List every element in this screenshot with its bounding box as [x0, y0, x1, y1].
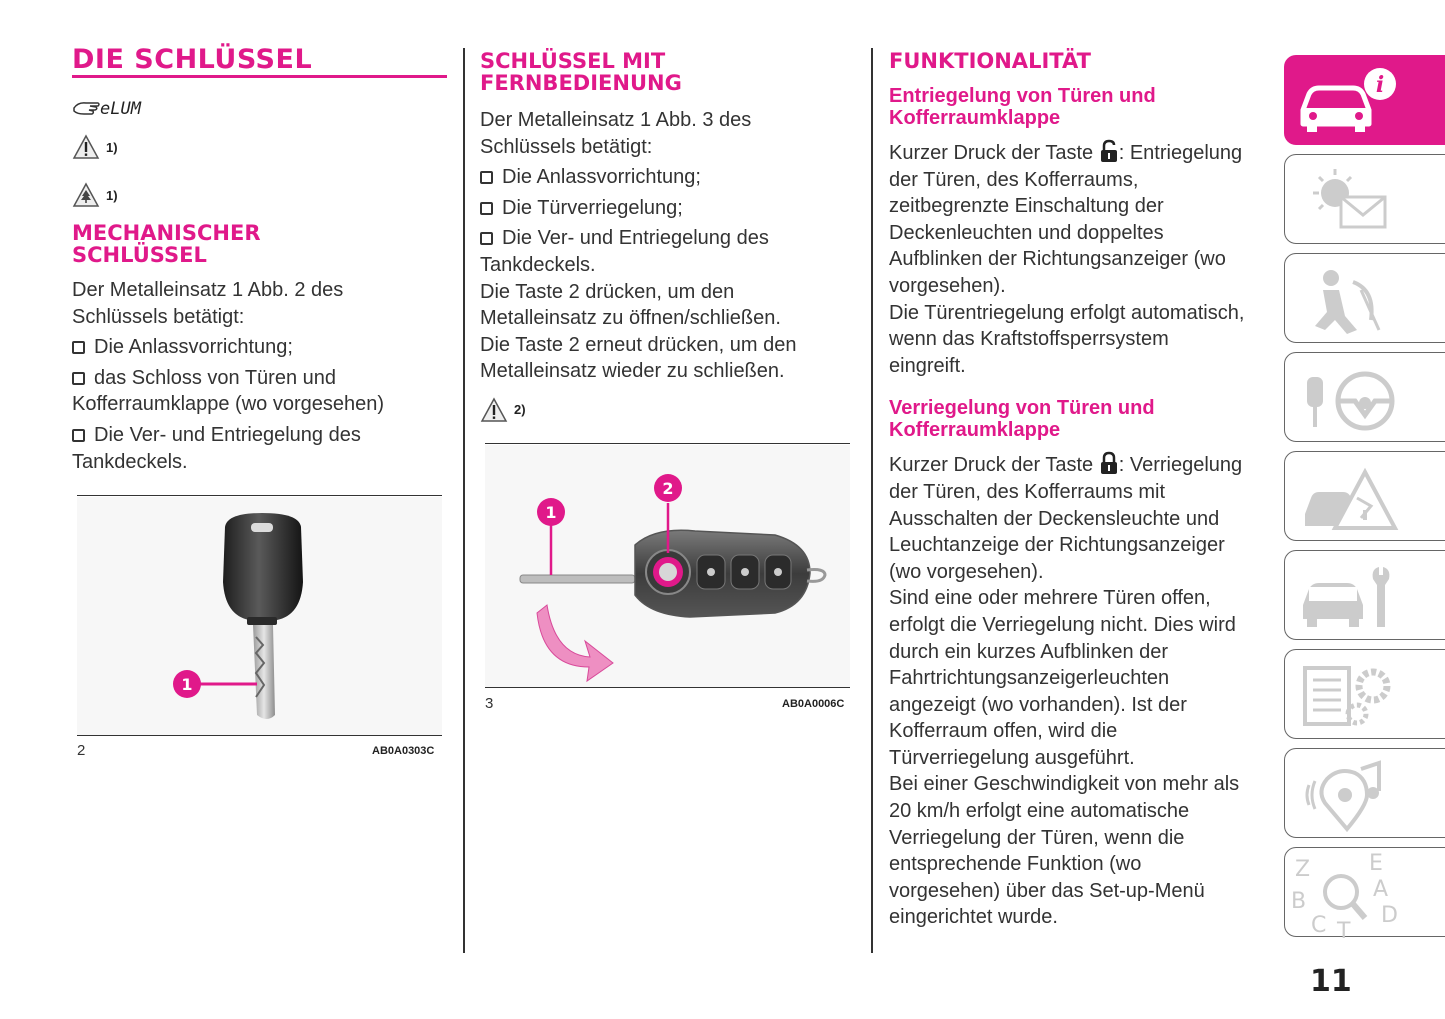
- warning-note-2: [480, 397, 855, 423]
- paragraph-line: Fahrtrichtungsanzeigerleuchten: [889, 667, 1170, 690]
- bullet-item-continuation: Kofferraumklappe (wo vorgesehen): [72, 393, 385, 416]
- checkbox-bullet-icon: [72, 429, 85, 442]
- index-letter: D: [1381, 903, 1398, 928]
- subsection-title-line2: SCHLÜSSEL: [72, 243, 207, 267]
- paragraph-line: eingerichtet wurde.: [889, 906, 1058, 929]
- tab-starting-driving[interactable]: [1284, 352, 1445, 442]
- paragraph-line: erfolgt die Verriegelung nicht. Dies wird: [889, 613, 1236, 636]
- column-2: [480, 44, 855, 423]
- paragraph-line: Kurzer Druck der Taste : Entriegelung: [889, 139, 1269, 167]
- paragraph-line: der Türen, des Kofferraums mit: [889, 480, 1166, 503]
- warning-ref-1: 1): [106, 139, 118, 155]
- tab-dashboard-lights[interactable]: [1284, 154, 1445, 244]
- warning-note-1: [72, 134, 118, 160]
- paragraph-line: der Türen, des Kofferraums,: [889, 168, 1139, 191]
- paragraph-line: Kurzer Druck der Taste : Verriegelung: [889, 451, 1269, 479]
- light-message-icon: [1295, 161, 1405, 241]
- warning-triangle-icon: [480, 397, 508, 423]
- tab-technical-data[interactable]: [1284, 649, 1445, 739]
- paragraph-line: (wo vorgesehen).: [889, 560, 1044, 583]
- figure-2-top-rule: [77, 495, 442, 496]
- section-title: DIE SCHLÜSSEL: [72, 44, 313, 75]
- bullet-item-continuation: Tankdeckels.: [72, 450, 188, 473]
- index-letter: C: [1311, 913, 1327, 938]
- multimedia-icon: [1295, 755, 1405, 835]
- callout-1: 1: [181, 675, 193, 694]
- paragraph-line: 20 km/h erfolgt eine automatische: [889, 800, 1190, 823]
- paragraph-line: vorgesehen).: [889, 274, 1006, 297]
- paragraph-line: wenn das Kraftstoffsperrsystem: [889, 328, 1169, 351]
- index-letter: B: [1291, 889, 1307, 914]
- section-title: FUNKTIONALITÄT: [889, 49, 1091, 73]
- tab-index[interactable]: [1284, 847, 1445, 937]
- bullet-item: Die Anlassvorrichtung;: [480, 164, 855, 191]
- figure-3-top-rule: [485, 443, 850, 444]
- column-divider-2: [871, 48, 873, 953]
- paragraph-line: Metalleinsatz zu öffnen/schließen.: [480, 307, 781, 330]
- figure-2-bottom-rule: [77, 735, 442, 736]
- tab-maintenance[interactable]: [1284, 550, 1445, 640]
- hand-pointer-icon: [72, 94, 144, 125]
- checkbox-bullet-icon: [72, 341, 85, 354]
- paragraph-line: Türverriegelung ausgeführt.: [889, 746, 1135, 769]
- page-number: 11: [1310, 964, 1352, 999]
- paragraph-line: Bei einer Geschwindigkeit von mehr als: [889, 773, 1240, 796]
- bullet-item: Die Ver- und Entriegelung des: [72, 422, 447, 449]
- environment-note-1: [72, 182, 118, 208]
- section-title-line1: SCHLÜSSEL MIT: [480, 49, 666, 73]
- bullet-item-continuation: Tankdeckels.: [480, 253, 596, 276]
- figure-2-number: 2: [77, 742, 86, 759]
- subheading-2-line1: Verriegelung von Türen und: [889, 397, 1155, 420]
- svg-text:eLUM: eLUM: [100, 99, 141, 119]
- environment-ref-1: 1): [106, 187, 118, 203]
- paragraph-line: zeitbegrenzte Einschaltung der: [889, 195, 1164, 218]
- paragraph-line: Die Taste 2 drücken, um den: [480, 280, 735, 303]
- rotation-arrow-icon: [537, 605, 613, 681]
- callout-1: 1: [545, 503, 557, 522]
- index-letter: A: [1373, 877, 1389, 902]
- lock-icon: [1099, 451, 1119, 475]
- tab-car-info[interactable]: [1284, 55, 1445, 145]
- figure-2-image: [77, 497, 442, 735]
- paragraph-line: entsprechende Funktion (wo: [889, 853, 1142, 876]
- column-3: [889, 44, 1269, 931]
- index-letter: E: [1369, 851, 1383, 876]
- unlock-icon: [1099, 139, 1119, 163]
- paragraph-line: eingreift.: [889, 354, 966, 377]
- key-steering-icon: [1295, 359, 1405, 439]
- index-letter: T: [1337, 919, 1351, 938]
- tab-emergency[interactable]: [1284, 451, 1445, 541]
- bullet-item: das Schloss von Türen und: [72, 365, 447, 392]
- subheading-1-line2: Kofferraumklappe: [889, 107, 1061, 129]
- tree-triangle-icon: [72, 182, 100, 208]
- tab-safety[interactable]: [1284, 253, 1445, 343]
- paragraph-line: durch ein kurzes Aufblinken der: [889, 640, 1169, 663]
- figure-3-image: [485, 445, 850, 687]
- checkbox-bullet-icon: [480, 232, 493, 245]
- checkbox-bullet-icon: [480, 202, 493, 215]
- column-1: [72, 44, 447, 473]
- paragraph-line: Deckenleuchten und doppeltes: [889, 221, 1164, 244]
- warning-ref-2: 2): [514, 402, 526, 418]
- bullet-item: Die Türverriegelung;: [480, 195, 855, 222]
- intro-line2: Schlüssels betätigt:: [72, 305, 245, 328]
- paragraph-line: Die Taste 2 erneut drücken, um den: [480, 333, 797, 356]
- emergency-warning-icon: [1295, 458, 1405, 538]
- intro-line1: Der Metalleinsatz 1 Abb. 3 des: [480, 109, 752, 131]
- index-icon: [1287, 848, 1407, 938]
- paragraph-line: Aufblinken der Richtungsanzeiger (wo: [889, 248, 1226, 271]
- paragraph-line: Verriegelung der Türen, wenn die: [889, 826, 1185, 849]
- svg-text:i: i: [1375, 72, 1385, 98]
- callout-2: 2: [662, 479, 674, 498]
- paragraph-line: angezeigt (wo vorhanden). Ist der: [889, 693, 1187, 716]
- subheading-2-line2: Kofferraumklappe: [889, 419, 1061, 442]
- subsection-title-line1: MECHANISCHER: [72, 221, 261, 245]
- paragraph-line: Sind eine oder mehrere Türen offen,: [889, 587, 1211, 610]
- column-divider-1: [463, 48, 465, 953]
- index-letter: Z: [1295, 857, 1311, 882]
- section-title-line2: FERNBEDIENUNG: [480, 71, 682, 95]
- paragraph-line: Die Türentriegelung erfolgt automatisch,: [889, 301, 1245, 324]
- intro-line1: Der Metalleinsatz 1 Abb. 2 des: [72, 279, 344, 301]
- airbag-seat-icon: [1295, 260, 1405, 340]
- car-info-icon: [1295, 62, 1405, 142]
- paragraph-line: Leuchtanzeige der Richtungsanzeiger: [889, 534, 1225, 557]
- subheading-1-line1: Entriegelung von Türen und: [889, 85, 1156, 107]
- paragraph-line: Ausschalten der Deckensleuchte und: [889, 507, 1220, 530]
- specs-gear-icon: [1295, 656, 1405, 736]
- figure-3-code: AB0A0006C: [782, 698, 845, 710]
- paragraph-line: vorgesehen) über das Set-up-Menü: [889, 879, 1205, 902]
- figure-3-number: 3: [485, 695, 494, 712]
- figure-2-code: AB0A0303C: [372, 745, 435, 757]
- checkbox-bullet-icon: [480, 171, 493, 184]
- warning-triangle-icon: [72, 134, 100, 160]
- checkbox-bullet-icon: [72, 372, 85, 385]
- figure-3-bottom-rule: [485, 687, 850, 688]
- tab-multimedia[interactable]: [1284, 748, 1445, 838]
- paragraph-line: Metalleinsatz wieder zu schließen.: [480, 360, 785, 383]
- bullet-item: Die Ver- und Entriegelung des: [480, 225, 855, 252]
- car-wrench-icon: [1295, 557, 1405, 637]
- intro-line2: Schlüssels betätigt:: [480, 135, 653, 158]
- bullet-item: Die Anlassvorrichtung;: [72, 334, 447, 361]
- paragraph-line: Kofferraum offen, wird die: [889, 720, 1118, 743]
